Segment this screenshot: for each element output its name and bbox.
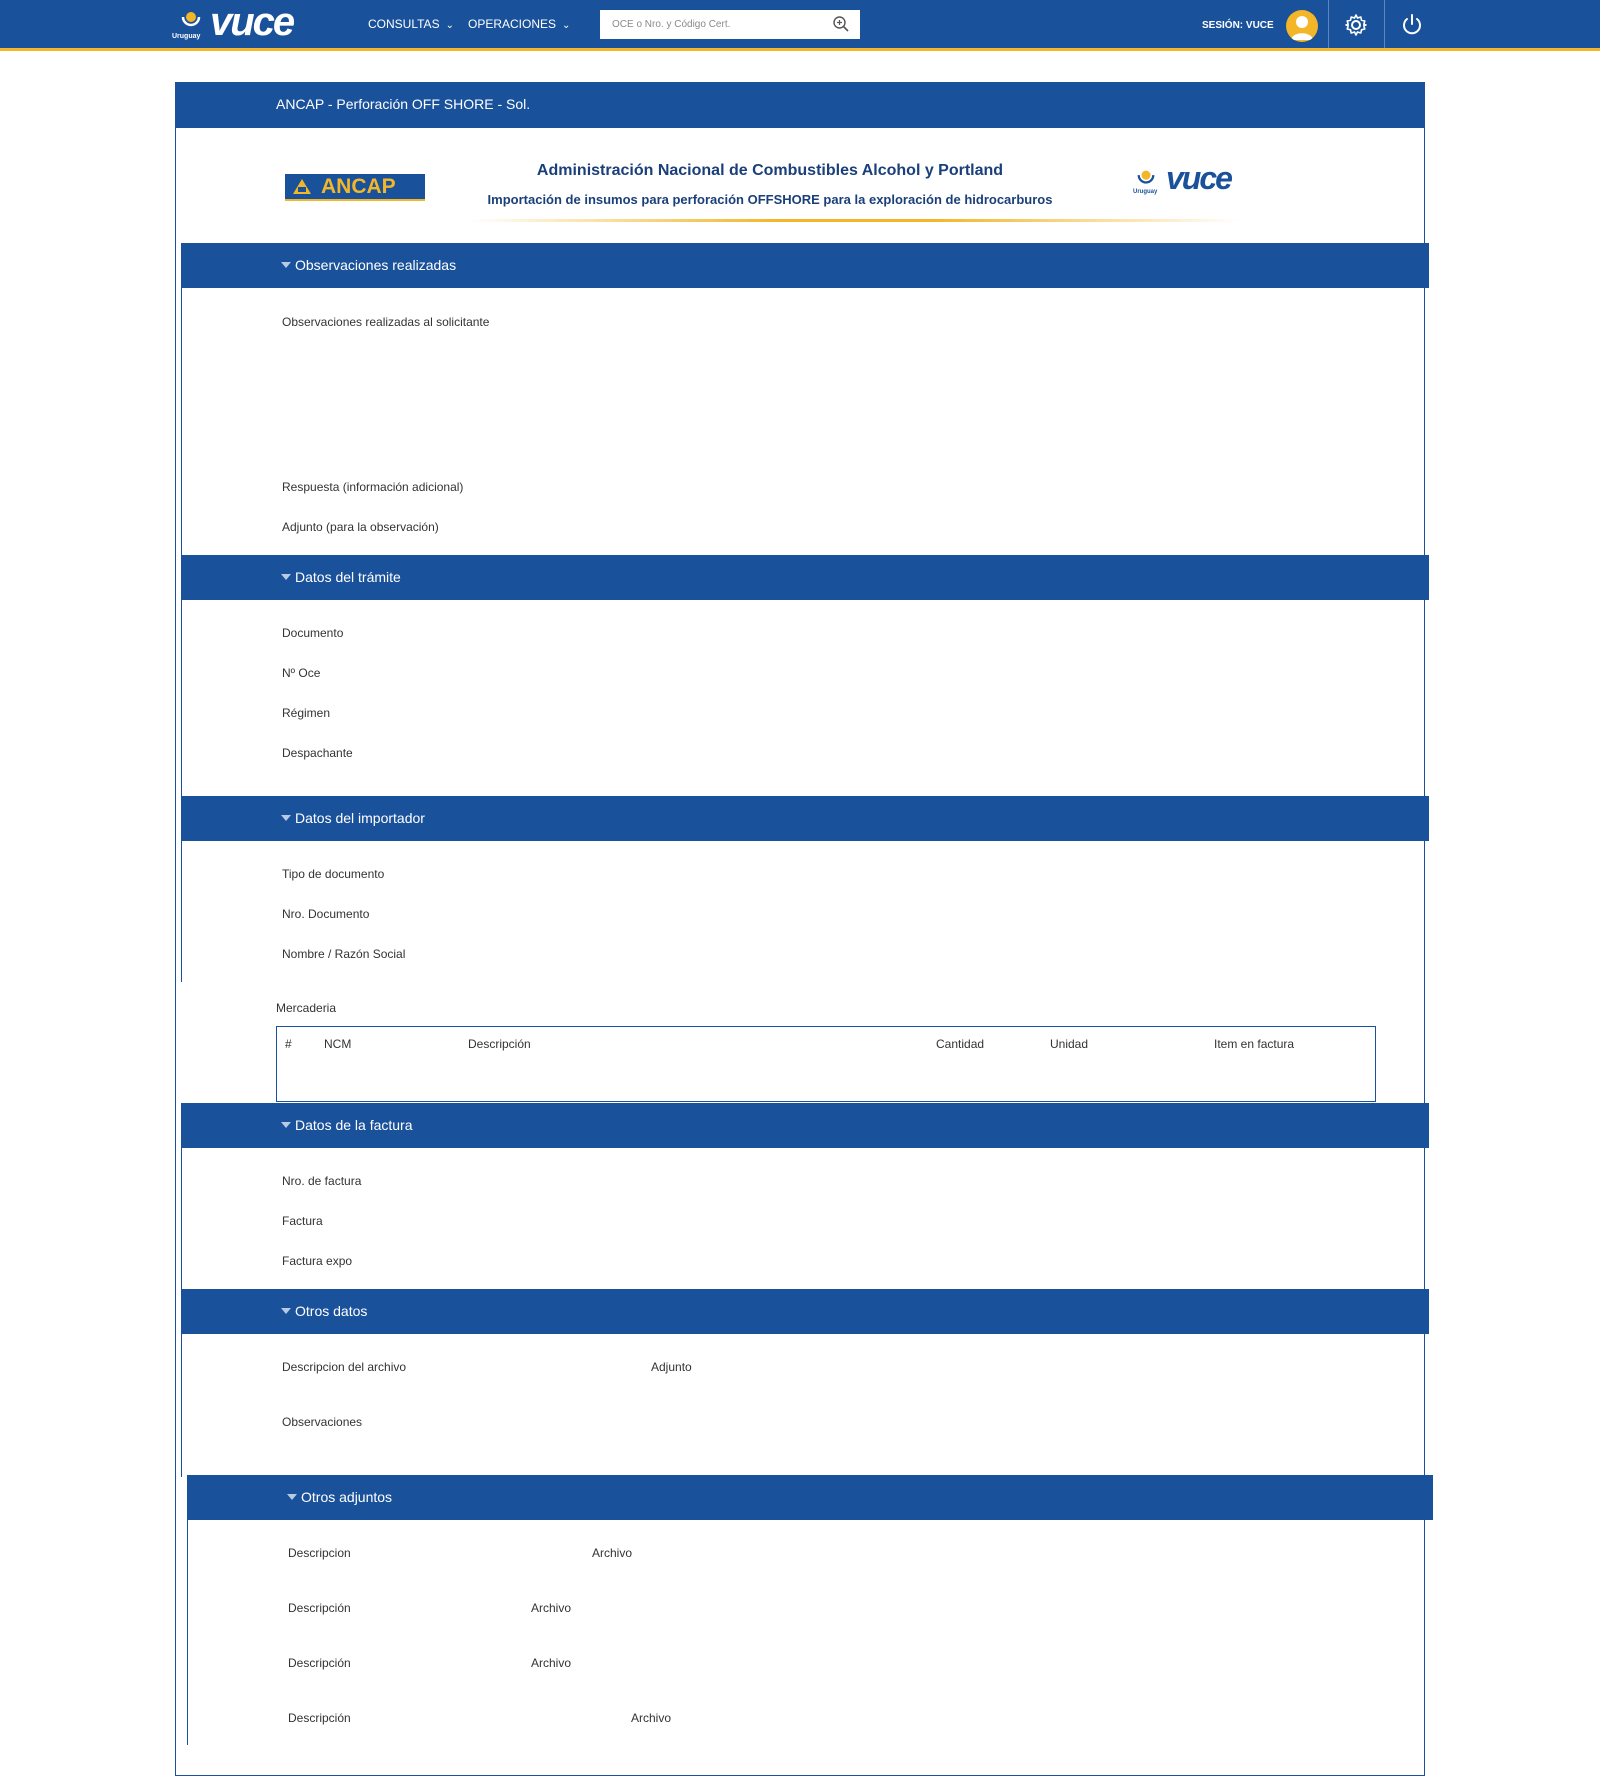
field-descripcion-archivo: Descripcion del archivo — [282, 1360, 407, 1374]
panel-header — [175, 82, 1425, 128]
column-header-descripcion: Descripción — [468, 1037, 531, 1051]
page-title: ANCAP - Perforación OFF SHORE - Sol. — [276, 96, 531, 112]
top-bar — [0, 0, 1600, 51]
field-nro-documento: Nro. Documento — [282, 907, 370, 921]
field-nombre-razon-social: Nombre / Razón Social — [282, 947, 406, 961]
banner-divider — [470, 219, 1240, 222]
adjunto-archivo: Archivo — [531, 1656, 572, 1670]
gear-icon[interactable] — [1344, 13, 1368, 37]
field-nro-factura: Nro. de factura — [282, 1174, 362, 1188]
ancap-logo-text: ANCAP — [321, 175, 396, 198]
nav-consultas-label: CONSULTAS — [368, 17, 440, 31]
vuce-banner-word: vuce — [1166, 160, 1231, 196]
adjunto-archivo: Archivo — [531, 1601, 572, 1615]
vuce-banner-country: Uruguay — [1133, 189, 1158, 195]
section-title: Datos de la factura — [295, 1117, 413, 1133]
field-observaciones: Observaciones — [282, 1415, 363, 1429]
caret-down-icon — [287, 1494, 297, 1500]
section-observaciones — [181, 243, 1429, 558]
adjunto-archivo: Archivo — [592, 1546, 633, 1560]
vuce-logo[interactable] — [172, 0, 322, 44]
section-title: Otros adjuntos — [301, 1489, 393, 1505]
search-icon[interactable] — [832, 15, 850, 33]
adjunto-archivo: Archivo — [631, 1711, 672, 1725]
section-header-factura[interactable] — [181, 1103, 1429, 1148]
field-tipo-documento: Tipo de documento — [282, 867, 385, 881]
search-input[interactable] — [600, 10, 860, 39]
caret-down-icon — [281, 1122, 291, 1128]
caret-down-icon — [281, 1308, 291, 1314]
banner-subtitle: Importación de insumos para perforación OFFSHORE para la exploración de hidrocarburos — [487, 192, 1053, 207]
field-respuesta: Respuesta (información adicional) — [282, 480, 464, 494]
field-nro-oce: Nº Oce — [282, 666, 321, 680]
user-avatar[interactable] — [1286, 10, 1318, 42]
column-header-cantidad: Cantidad — [936, 1037, 985, 1051]
user-icon — [1286, 10, 1318, 42]
column-header-index: # — [285, 1037, 292, 1051]
sun-emblem-icon — [1136, 167, 1156, 187]
banner-title: Administración Nacional de Combustibles Alcohol y Portland — [536, 162, 1004, 179]
nav-operaciones[interactable] — [468, 17, 570, 31]
session-label: SESIÓN: VUCE — [1202, 20, 1274, 31]
ancap-logo — [285, 174, 425, 201]
nav-operaciones-label: OPERACIONES — [468, 17, 557, 31]
header-divider — [1384, 0, 1385, 48]
caret-down-icon — [281, 262, 291, 268]
mercaderia-table — [276, 1026, 1376, 1102]
mercaderia-label: Mercaderia — [276, 1001, 337, 1015]
field-despachante: Despachante — [282, 746, 353, 760]
column-header-unidad: Unidad — [1050, 1037, 1089, 1051]
adjunto-descripcion: Descripción — [288, 1601, 351, 1615]
field-factura-expo: Factura expo — [282, 1254, 353, 1268]
section-header-tramite[interactable] — [181, 555, 1429, 600]
field-regimen: Régimen — [282, 706, 331, 720]
caret-down-icon — [281, 574, 291, 580]
column-header-item-factura: Item en factura — [1214, 1037, 1295, 1051]
column-header-ncm: NCM — [324, 1037, 352, 1051]
nav-consultas[interactable] — [368, 17, 454, 31]
chevron-down-icon: ⌄ — [562, 20, 571, 31]
caret-down-icon — [281, 815, 291, 821]
section-header-otros-datos[interactable] — [181, 1289, 1429, 1334]
field-adjunto: Adjunto — [651, 1360, 692, 1374]
adjunto-descripcion: Descripción — [288, 1711, 351, 1725]
section-header-otros-adjuntos[interactable] — [187, 1475, 1433, 1520]
ancap-triangle-inner — [298, 187, 306, 192]
field-adjunto-observacion: Adjunto (para la observación) — [282, 520, 439, 534]
field-factura: Factura — [282, 1214, 323, 1228]
chevron-down-icon: ⌄ — [445, 20, 454, 31]
sun-emblem-icon — [180, 8, 202, 30]
logo-word: vuce — [210, 0, 294, 44]
section-title: Otros datos — [295, 1303, 368, 1319]
vuce-banner-logo — [1132, 160, 1262, 200]
section-header-observaciones[interactable] — [181, 243, 1429, 288]
field-observaciones-solicitante: Observaciones realizadas al solicitante — [282, 315, 490, 329]
section-title: Datos del importador — [295, 810, 425, 826]
header-divider — [1328, 0, 1329, 48]
power-icon[interactable] — [1400, 13, 1424, 37]
field-documento: Documento — [282, 626, 344, 640]
adjunto-descripcion: Descripción — [288, 1656, 351, 1670]
section-title: Datos del trámite — [295, 569, 401, 585]
section-title: Observaciones realizadas — [295, 257, 457, 273]
adjunto-descripcion: Descripcion — [288, 1546, 351, 1560]
logo-country: Uruguay — [172, 33, 201, 40]
section-header-importador[interactable] — [181, 796, 1429, 841]
